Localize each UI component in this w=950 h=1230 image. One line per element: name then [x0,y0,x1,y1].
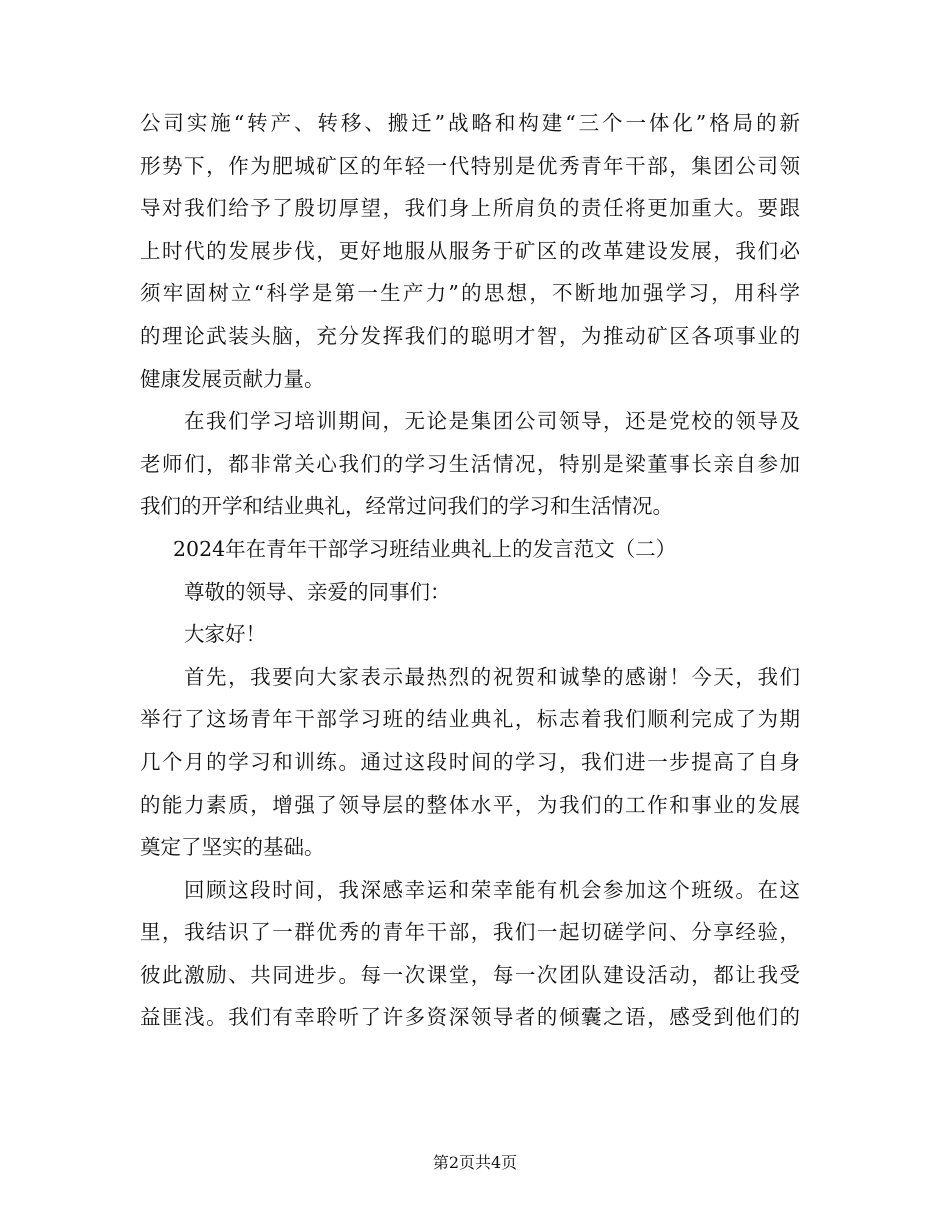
page-number-footer: 第2页共4页 [432,1153,518,1172]
text-line: 形势下，作为肥城矿区的年轻一代特别是优秀青年干部，集团公司领 [140,153,800,178]
text-line: 公司实施“转产、转移、搬迁”战略和构建“三个一体化”格局的新 [140,111,800,135]
text-line: 几个月的学习和训练。通过这段时间的学习，我们进一步提高了自身 [140,749,800,774]
text-line: 的能力素质，增强了领导层的整体水平，为我们的工作和事业的发展 [140,792,800,817]
text-line: 须牢固树立“科学是第一生产力”的思想，不断地加强学习，用科学 [140,281,800,306]
text-line: 益匪浅。我们有幸聆听了许多资深领导者的倾囊之语，感受到他们的 [140,1005,800,1030]
text-line: 导对我们给予了殷切厚望，我们身上所肩负的责任将更加重大。要跟 [140,196,800,221]
text-line: 上时代的发展步伐，更好地服从服务于矿区的改革建设发展，我们必 [140,238,800,263]
paragraph-start-line: 在我们学习培训期间，无论是集团公司领导，还是党校的领导及 [184,409,800,434]
section-heading: 2024年在青年干部学习班结业典礼上的发言范文（二） [173,536,677,561]
paragraph-start-line: 回顾这段时间，我深感幸运和荣幸能有机会参加这个班级。在这 [184,877,800,902]
text-line: 的理论武装头脑，充分发挥我们的聪明才智，为推动矿区各项事业的 [140,323,800,348]
text-line: 健康发展贡献力量。 [140,366,325,391]
salutation-line: 尊敬的领导、亲爱的同事们： [184,579,451,604]
paragraph-start-line: 首先，我要向大家表示最热烈的祝贺和诚挚的感谢！今天，我们 [184,664,800,689]
document-body [140,102,800,1039]
text-line: 彼此激励、共同进步。每一次课堂，每一次团队建设活动，都让我受 [140,962,800,987]
text-line: 里，我结识了一群优秀的青年干部，我们一起切磋学问、分享经验， [140,920,800,945]
greeting-line: 大家好！ [184,622,266,647]
text-line: 奠定了坚实的基础。 [140,835,325,860]
text-line: 举行了这场青年干部学习班的结业典礼，标志着我们顺利完成了为期 [140,707,800,732]
text-line: 我们的开学和结业典礼，经常过问我们的学习和生活情况。 [140,494,673,519]
text-line: 老师们，都非常关心我们的学习生活情况，特别是梁董事长亲自参加 [140,451,800,476]
